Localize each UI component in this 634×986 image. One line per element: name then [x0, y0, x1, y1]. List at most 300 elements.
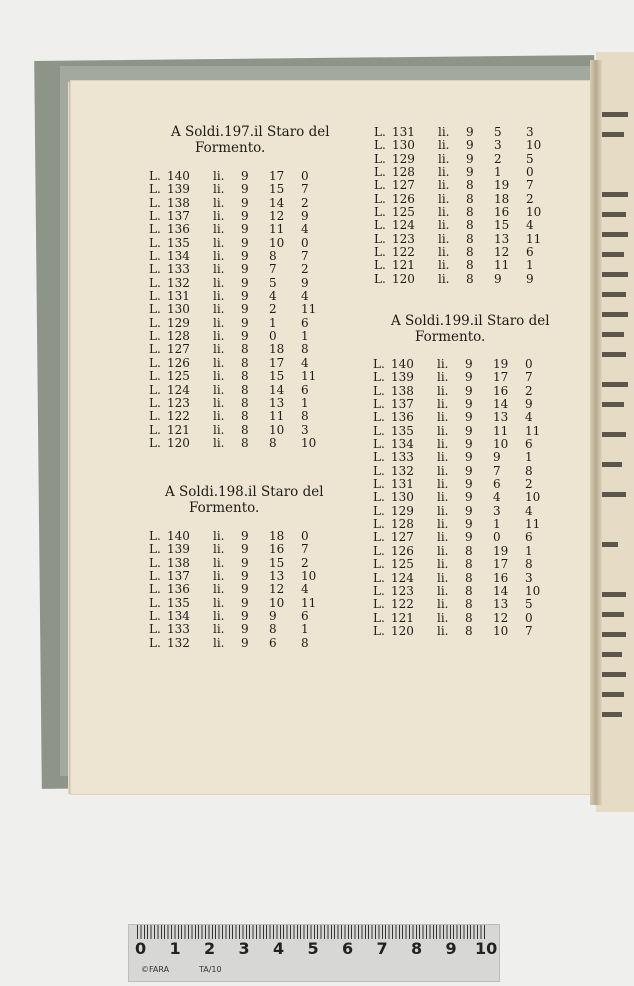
li-marker: li. [437, 570, 449, 585]
table-row [374, 219, 564, 232]
table-row [373, 572, 563, 585]
price-value: 133 [167, 622, 190, 637]
lira-marker: L. [149, 222, 161, 237]
soldi-value: 18 [494, 191, 510, 206]
soldi-value: 15 [269, 369, 285, 384]
heading-line-2: Formento. [189, 500, 260, 516]
ruler-number: 6 [342, 939, 354, 958]
soldi-value: 11 [269, 222, 285, 237]
denari-value: 4 [301, 355, 309, 370]
lire-value: 9 [465, 477, 473, 492]
li-marker: li. [438, 218, 450, 233]
table-row [149, 250, 339, 263]
price-value: 122 [167, 409, 190, 424]
lire-value: 8 [465, 583, 473, 598]
denari-value: 11 [525, 423, 541, 438]
price-value: 131 [391, 477, 414, 492]
price-value: 136 [167, 582, 190, 597]
soldi-value: 11 [494, 258, 510, 273]
soldi-value: 10 [269, 235, 285, 250]
soldi-value: 8 [269, 435, 277, 450]
price-value: 135 [167, 595, 190, 610]
denari-value: 3 [301, 422, 309, 437]
table-row [149, 570, 339, 583]
soldi-value: 15 [269, 182, 285, 197]
denari-value: 8 [301, 635, 309, 650]
lira-marker: L. [374, 231, 386, 246]
heading-line-2: Formento. [415, 329, 486, 345]
lire-value: 9 [241, 275, 249, 290]
table-row [149, 610, 339, 623]
table-row [373, 385, 563, 398]
denari-value: 4 [525, 410, 533, 425]
lire-value: 9 [241, 262, 249, 277]
table-row [149, 183, 339, 196]
price-value: 125 [167, 369, 190, 384]
lira-marker: L. [149, 409, 161, 424]
denari-value: 1 [526, 258, 534, 273]
li-marker: li. [438, 178, 450, 193]
li-marker: li. [213, 342, 225, 357]
table-row [149, 370, 339, 383]
lira-marker: L. [373, 490, 385, 505]
li-marker: li. [437, 410, 449, 425]
soldi-value: 4 [269, 289, 277, 304]
lira-marker: L. [374, 138, 386, 153]
li-marker: li. [438, 151, 450, 166]
soldi-value: 0 [493, 530, 501, 545]
denari-value: 2 [526, 191, 534, 206]
right-column-lower [373, 313, 563, 638]
price-table [149, 530, 339, 650]
table-row [149, 343, 339, 356]
lire-value: 9 [465, 503, 473, 518]
table-row [149, 637, 339, 650]
lira-marker: L. [149, 182, 161, 197]
lire-value: 8 [466, 191, 474, 206]
ruler-number: 0 [135, 939, 147, 958]
soldi-value: 16 [494, 205, 510, 220]
lira-marker: L. [149, 595, 161, 610]
price-value: 138 [167, 555, 190, 570]
soldi-value: 2 [269, 302, 277, 317]
price-value: 138 [167, 195, 190, 210]
li-marker: li. [437, 543, 449, 558]
denari-value: 11 [301, 302, 317, 317]
li-marker: li. [213, 182, 225, 197]
denari-value: 8 [525, 463, 533, 478]
lira-marker: L. [149, 382, 161, 397]
table-row [373, 451, 563, 464]
price-value: 132 [391, 463, 414, 478]
li-marker: li. [213, 595, 225, 610]
li-marker: li. [437, 503, 449, 518]
lira-marker: L. [149, 369, 161, 384]
soldi-value: 19 [494, 178, 510, 193]
lira-marker: L. [149, 209, 161, 224]
lira-marker: L. [149, 635, 161, 650]
lira-marker: L. [373, 410, 385, 425]
lire-value: 8 [466, 205, 474, 220]
li-marker: li. [437, 597, 449, 612]
soldi-value: 13 [494, 231, 510, 246]
li-marker: li. [437, 370, 449, 385]
denari-value: 5 [525, 597, 533, 612]
price-value: 127 [392, 178, 415, 193]
lire-value: 9 [465, 357, 473, 371]
ruler-number: 1 [169, 939, 181, 958]
table-row [373, 598, 563, 611]
li-marker: li. [213, 315, 225, 330]
li-marker: li. [213, 622, 225, 637]
lire-value: 8 [465, 597, 473, 612]
denari-value: 8 [301, 342, 309, 357]
denari-value: 2 [525, 477, 533, 492]
lire-value: 9 [241, 635, 249, 650]
li-marker: li. [438, 271, 450, 286]
lira-marker: L. [149, 262, 161, 277]
table-row [149, 290, 339, 303]
price-value: 120 [392, 271, 415, 286]
lire-value: 9 [465, 383, 473, 398]
lira-marker: L. [374, 125, 386, 139]
ruler-ticks [137, 925, 487, 939]
price-value: 134 [167, 609, 190, 624]
lire-value: 8 [465, 557, 473, 572]
lira-marker: L. [149, 329, 161, 344]
li-marker: li. [213, 262, 225, 277]
table-row [374, 259, 564, 272]
denari-value: 10 [526, 138, 542, 153]
lira-marker: L. [373, 583, 385, 598]
left-column [149, 124, 339, 450]
price-value: 135 [391, 423, 414, 438]
li-marker: li. [213, 289, 225, 304]
soldi-value: 5 [494, 125, 502, 139]
lire-value: 8 [465, 570, 473, 585]
denari-value: 1 [525, 450, 533, 465]
table-row [149, 303, 339, 316]
soldi-value: 14 [493, 397, 509, 412]
soldi-value: 12 [269, 209, 285, 224]
lira-marker: L. [373, 383, 385, 398]
li-marker: li. [213, 195, 225, 210]
soldi-value: 14 [269, 382, 285, 397]
lira-marker: L. [373, 530, 385, 545]
soldi-value: 1 [269, 315, 277, 330]
lire-value: 9 [241, 622, 249, 637]
lira-marker: L. [374, 165, 386, 180]
table-row [373, 398, 563, 411]
ruler-number: 4 [273, 939, 285, 958]
lire-value: 9 [466, 125, 474, 139]
soldi-value: 17 [493, 557, 509, 572]
soldi-value: 2 [494, 151, 502, 166]
lire-value: 9 [241, 529, 249, 543]
lire-value: 9 [465, 437, 473, 452]
price-value: 128 [392, 165, 415, 180]
lira-marker: L. [373, 357, 385, 371]
li-marker: li. [213, 235, 225, 250]
li-marker: li. [213, 555, 225, 570]
lira-marker: L. [373, 597, 385, 612]
denari-value: 6 [525, 530, 533, 545]
price-value: 138 [391, 383, 414, 398]
li-marker: li. [437, 450, 449, 465]
lire-value: 9 [241, 329, 249, 344]
denari-value: 4 [301, 222, 309, 237]
table-row [373, 425, 563, 438]
price-value: 139 [167, 542, 190, 557]
price-value: 124 [167, 382, 190, 397]
price-value: 122 [391, 597, 414, 612]
lira-marker: L. [149, 609, 161, 624]
lire-value: 9 [466, 138, 474, 153]
lire-value: 8 [466, 218, 474, 233]
denari-value: 9 [301, 275, 309, 290]
denari-value: 7 [525, 623, 533, 638]
soldi-value: 7 [269, 262, 277, 277]
lira-marker: L. [149, 315, 161, 330]
lire-value: 8 [466, 178, 474, 193]
denari-value: 8 [525, 557, 533, 572]
li-marker: li. [438, 125, 450, 139]
table-row [149, 437, 339, 450]
price-value: 123 [392, 231, 415, 246]
price-value: 137 [167, 209, 190, 224]
ruler-brand: ©FARA [141, 965, 170, 974]
lire-value: 9 [241, 235, 249, 250]
soldi-value: 8 [269, 249, 277, 264]
lire-value: 9 [465, 397, 473, 412]
lire-value: 9 [241, 569, 249, 584]
soldi-value: 1 [493, 517, 501, 532]
ruler-number: 5 [307, 939, 319, 958]
denari-value: 10 [525, 490, 541, 505]
soldi-value: 10 [493, 623, 509, 638]
price-value: 121 [391, 610, 414, 625]
table-row [374, 233, 564, 246]
table-row [149, 583, 339, 596]
table-row [374, 166, 564, 179]
lira-marker: L. [373, 543, 385, 558]
li-marker: li. [213, 582, 225, 597]
li-marker: li. [438, 205, 450, 220]
li-marker: li. [438, 138, 450, 153]
ruler-code: TA/10 [199, 965, 222, 974]
lira-marker: L. [149, 582, 161, 597]
heading-line-1: A Soldi.198.il Staro del [165, 484, 324, 500]
price-table [374, 126, 564, 286]
price-value: 127 [167, 342, 190, 357]
soldi-value: 13 [493, 597, 509, 612]
table-row [373, 478, 563, 491]
lire-value: 8 [241, 369, 249, 384]
table-row [374, 179, 564, 192]
table-row [373, 625, 563, 638]
table-row [373, 585, 563, 598]
li-marker: li. [213, 529, 225, 543]
li-marker: li. [437, 357, 449, 371]
price-value: 133 [167, 262, 190, 277]
price-value: 123 [167, 395, 190, 410]
soldi-value: 16 [493, 570, 509, 585]
soldi-value: 15 [494, 218, 510, 233]
soldi-value: 16 [269, 542, 285, 557]
price-value: 139 [167, 182, 190, 197]
price-value: 136 [391, 410, 414, 425]
soldi-value: 9 [493, 450, 501, 465]
lira-marker: L. [149, 395, 161, 410]
lira-marker: L. [373, 570, 385, 585]
table-row [373, 438, 563, 451]
lira-marker: L. [149, 569, 161, 584]
soldi-value: 0 [269, 329, 277, 344]
table-row [149, 357, 339, 370]
lira-marker: L. [149, 555, 161, 570]
li-marker: li. [438, 191, 450, 206]
denari-value: 11 [301, 595, 317, 610]
lira-marker: L. [373, 557, 385, 572]
denari-value: 4 [525, 503, 533, 518]
price-value: 140 [391, 357, 414, 371]
denari-value: 0 [526, 165, 534, 180]
li-marker: li. [213, 409, 225, 424]
price-value: 129 [167, 315, 190, 330]
li-marker: li. [438, 231, 450, 246]
table-row [373, 545, 563, 558]
price-value: 125 [391, 557, 414, 572]
denari-value: 4 [301, 582, 309, 597]
ruler-number: 2 [204, 939, 216, 958]
price-value: 121 [392, 258, 415, 273]
soldi-value: 7 [493, 463, 501, 478]
right-column [374, 126, 564, 286]
table-row [149, 597, 339, 610]
denari-value: 2 [301, 555, 309, 570]
lire-value: 9 [241, 315, 249, 330]
price-value: 128 [391, 517, 414, 532]
lira-marker: L. [149, 342, 161, 357]
price-value: 129 [391, 503, 414, 518]
soldi-value: 17 [269, 169, 285, 183]
price-value: 129 [392, 151, 415, 166]
section-heading [373, 313, 563, 345]
denari-value: 1 [301, 622, 309, 637]
price-value: 125 [392, 205, 415, 220]
soldi-value: 12 [269, 582, 285, 597]
lira-marker: L. [374, 245, 386, 260]
lira-marker: L. [149, 302, 161, 317]
lira-marker: L. [374, 218, 386, 233]
price-value: 126 [391, 543, 414, 558]
soldi-value: 9 [269, 609, 277, 624]
li-marker: li. [437, 397, 449, 412]
li-marker: li. [213, 209, 225, 224]
denari-value: 10 [301, 435, 317, 450]
lire-value: 9 [466, 151, 474, 166]
lira-marker: L. [373, 463, 385, 478]
denari-value: 6 [301, 315, 309, 330]
price-value: 121 [167, 422, 190, 437]
lira-marker: L. [149, 355, 161, 370]
denari-value: 11 [525, 517, 541, 532]
soldi-value: 17 [493, 370, 509, 385]
soldi-value: 9 [494, 271, 502, 286]
denari-value: 6 [525, 437, 533, 452]
table-row [149, 210, 339, 223]
li-marker: li. [213, 249, 225, 264]
li-marker: li. [437, 517, 449, 532]
heading-line-1: A Soldi.199.il Staro del [391, 313, 550, 329]
table-row [373, 358, 563, 371]
soldi-value: 3 [494, 138, 502, 153]
denari-value: 7 [301, 542, 309, 557]
table-row [374, 139, 564, 152]
lire-value: 9 [465, 423, 473, 438]
lira-marker: L. [373, 437, 385, 452]
denari-value: 0 [301, 169, 309, 183]
denari-value: 10 [301, 569, 317, 584]
lira-marker: L. [374, 151, 386, 166]
lire-value: 9 [241, 595, 249, 610]
table-row [149, 623, 339, 636]
li-marker: li. [437, 490, 449, 505]
lire-value: 8 [466, 245, 474, 260]
price-value: 123 [391, 583, 414, 598]
table-row [149, 237, 339, 250]
table-row [373, 612, 563, 625]
lire-value: 9 [465, 530, 473, 545]
li-marker: li. [213, 222, 225, 237]
lire-value: 9 [241, 249, 249, 264]
lire-value: 9 [241, 289, 249, 304]
table-row [373, 465, 563, 478]
lire-value: 9 [465, 410, 473, 425]
lire-value: 9 [465, 517, 473, 532]
soldi-value: 13 [493, 410, 509, 425]
heading-line-2: Formento. [195, 140, 266, 156]
lire-value: 8 [241, 422, 249, 437]
li-marker: li. [437, 463, 449, 478]
price-value: 124 [392, 218, 415, 233]
lire-value: 9 [465, 463, 473, 478]
lire-value: 9 [241, 209, 249, 224]
denari-value: 4 [526, 218, 534, 233]
ruler-number: 9 [445, 939, 457, 958]
lire-value: 9 [241, 302, 249, 317]
lire-value: 9 [241, 542, 249, 557]
lire-value: 8 [241, 409, 249, 424]
ruler-number: 7 [376, 939, 388, 958]
lira-marker: L. [373, 623, 385, 638]
table-row [149, 223, 339, 236]
lira-marker: L. [149, 422, 161, 437]
denari-value: 3 [525, 570, 533, 585]
denari-value: 6 [526, 245, 534, 260]
lire-value: 8 [465, 610, 473, 625]
lira-marker: L. [149, 235, 161, 250]
denari-value: 6 [301, 382, 309, 397]
denari-value: 1 [301, 395, 309, 410]
left-column-lower [149, 484, 339, 650]
lire-value: 8 [241, 382, 249, 397]
soldi-value: 11 [493, 423, 509, 438]
table-row [149, 424, 339, 437]
scale-ruler [128, 924, 500, 982]
lire-value: 9 [241, 582, 249, 597]
book-gutter [590, 60, 602, 805]
